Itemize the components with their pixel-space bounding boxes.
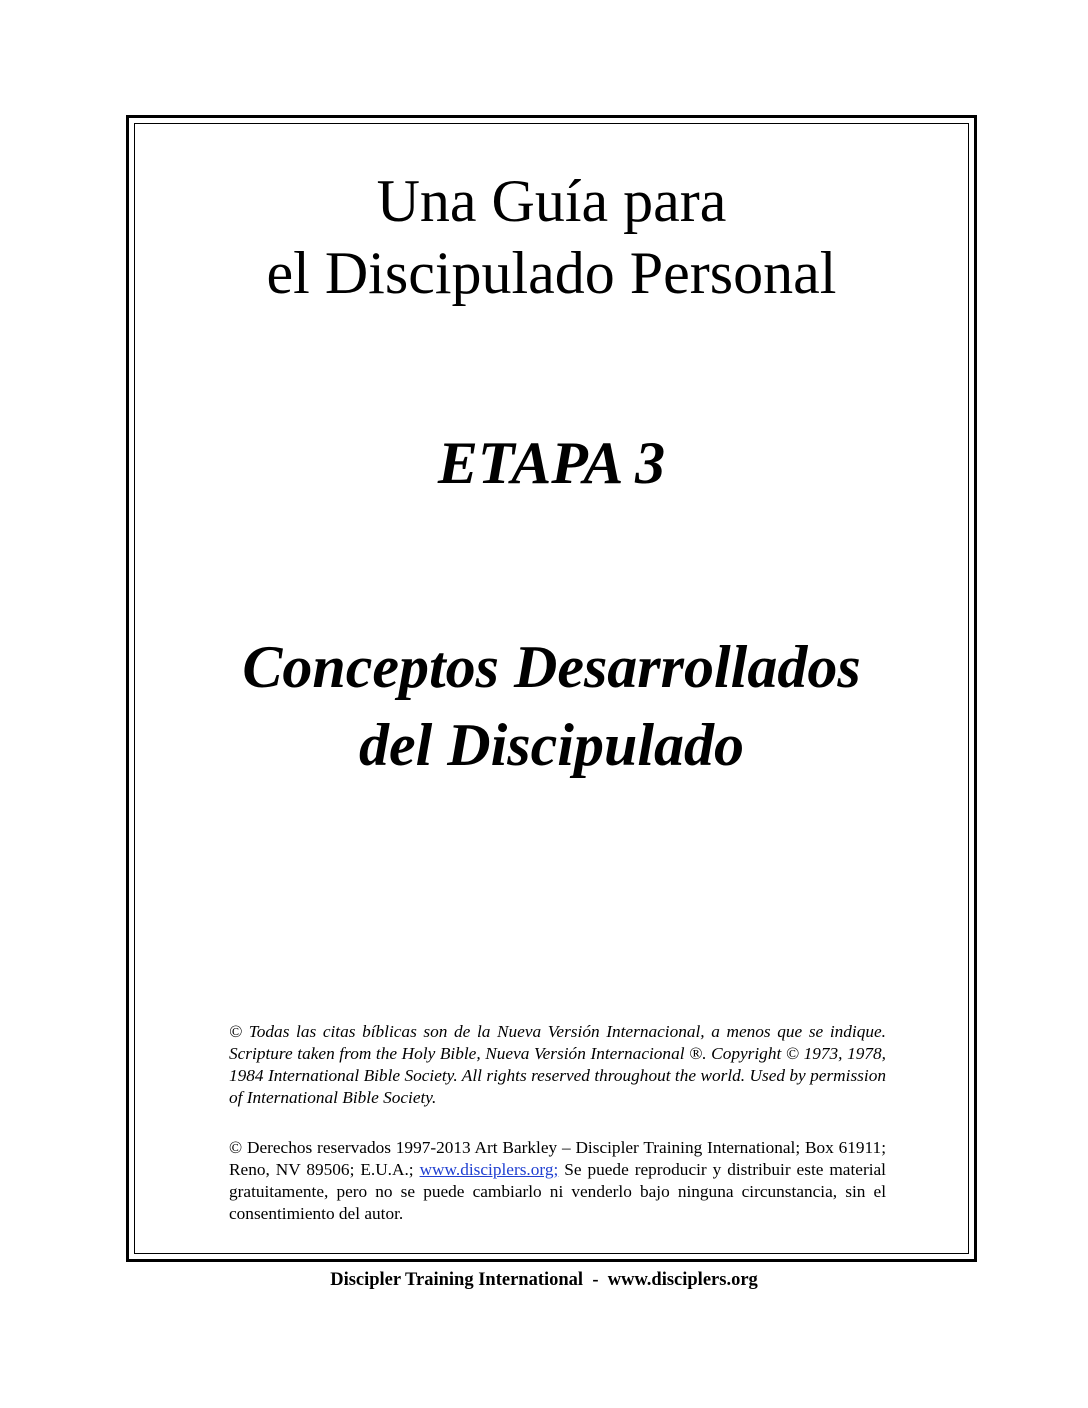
title-line-1: Una Guía para: [376, 168, 727, 234]
footer-organization: Discipler Training International: [330, 1270, 584, 1290]
rights-notice-text-continued: Se puede reproducir y distribuir este material gratuitamente, pero no se puede cambiarlo ni venderlo bajo ninguna circunstancia, sin el consentimiento del autor.: [229, 1160, 886, 1223]
rights-notice-text: © Derechos reservados 1997-2013 Art Barkley – Discipler Training International; Box 61911; Reno, NV 89506; E.U.A.;: [229, 1138, 886, 1179]
stage-heading: ETAPA 3: [437, 430, 666, 496]
rights-notice: [229, 1137, 886, 1225]
footer-website: www.disciplers.org: [607, 1270, 758, 1290]
scripture-copyright-notice: © Todas las citas bíblicas son de la Nueva Versión Internacional, a menos que se indique. Scripture taken from the Holy Bible, Nueva Versión Internacional ®. Copyright © 1973, 1978, 1984 International Bible Society. All rights reserved throughout the world. Used by permission of International Bible Society.: [229, 1022, 886, 1107]
subtitle-line-1: Conceptos Desarrollados: [242, 634, 861, 700]
title-line-2: el Discipulado Personal: [266, 240, 837, 306]
website-link[interactable]: www.disciplers.org;: [419, 1160, 559, 1179]
footer-separator: -: [583, 1270, 608, 1290]
page-footer: [0, 1268, 1088, 1292]
subtitle-line-2: del Discipulado: [359, 712, 744, 778]
